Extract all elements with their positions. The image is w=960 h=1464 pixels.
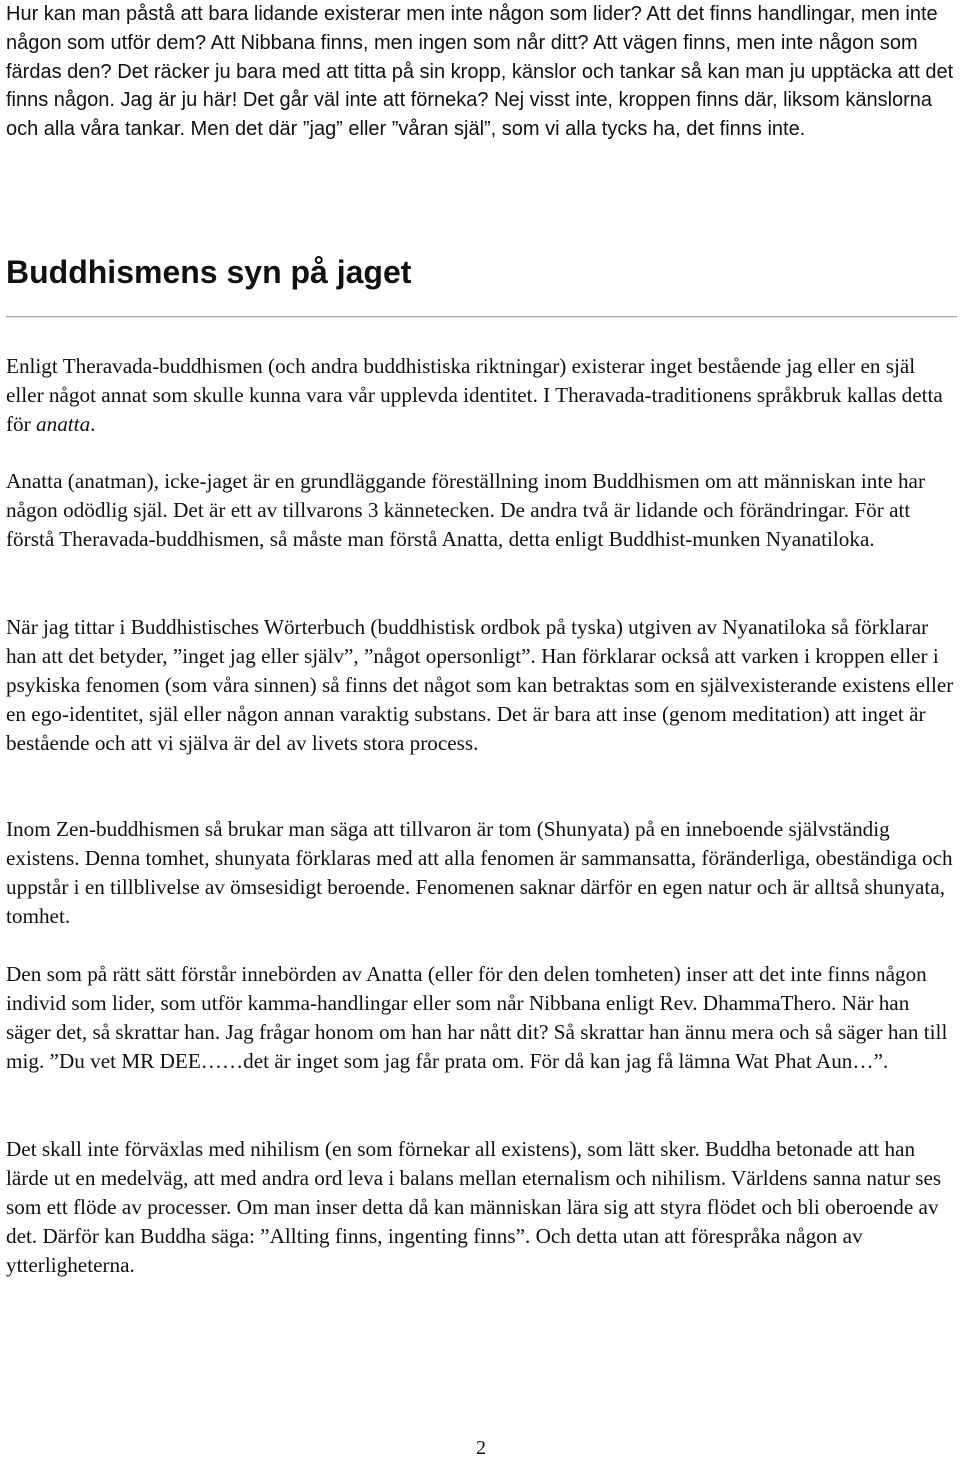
paragraph-anatta-explained: Anatta (anatman), icke-jaget är en grundläggande föreställning inom Buddhismen om att människan inte har någon odödlig själ. Det är ett av tillvarons 3 kännetecken. De andra två är lidande och förändringar. För att förstå Theravada-buddhismen, så måste man förstå Anatta, detta enligt Buddhist-munken Nyanatiloka.: [6, 469, 926, 551]
paragraph-text-end: .: [90, 412, 96, 436]
paragraph-text: Enligt Theravada-buddhismen (och andra buddhistiska riktningar) existerar inget bestående jag eller en själ eller något annat som skulle kunna vara vår upplevda identitet. I Theravada-traditionens språkbruk kallas detta för: [6, 354, 943, 436]
paragraph-zen-shunyata: Inom Zen-buddhismen så brukar man säga att tillvaron är tom (Shunyata) på en inneboende självständig existens. Denna tomhet, shunyata förklaras med att alla fenomen är sammansatta, föränderliga, obeständiga och uppstår i en tillblivelse av ömsesidigt beroende. Fenomenen saknar därför en egen natur och är alltså shunyata, tomhet.: [6, 817, 953, 928]
page-number-text: 2: [476, 1437, 486, 1459]
paragraph-dhammathero: Den som på rätt sätt förstår innebörden av Anatta (eller för den delen tomheten) inser att det inte finns någon individ som lider, som utför kamma-handlingar eller som når Nibbana enligt Rev. DhammaThero. När han säger det, så skrattar han. Jag frågar honom om han har nått dit? Så skrattar han ännu mera och så säger han till mig. ”Du vet MR DEE……det är inget som jag får prata om. För då kan jag få lämna Wat Phat Aun…”.: [6, 962, 948, 1073]
section-heading: Buddhismens syn på jaget: [6, 254, 412, 290]
intro-paragraph: Hur kan man påstå att bara lidande existerar men inte någon som lider? Att det finns handlingar, men inte någon som utför dem? Att Nibbana finns, men ingen som når ditt? Att vägen finns, men inte någon som färdas den? Det räcker ju bara med att titta på sin kropp, känslor och tankar så kan man ju upptäcka att det finns någon. Jag är ju här! Det går väl inte att förneka? Nej visst inte, kroppen finns där, liksom känslorna och alla våra tankar. Men det där ”jag” eller ”våran själ”, som vi alla tycks ha, det finns inte.: [6, 3, 954, 141]
paragraph-anatta-definition: [6, 352, 958, 439]
paragraph-dictionary: När jag tittar i Buddhistisches Wörterbuch (buddhistisk ordbok på tyska) utgiven av Nyanatiloka så förklarar han att det betyder, ”inget jag eller själv”, ”något opersonligt”. Han förklarar också att varken i kroppen eller i psykiska fenomen (som våra sinnen) så finns det något som kan betraktas som en självexisterande existens eller en ego-identitet, själ eller någon annan varaktig substans. Det är bara att inse (genom meditation) att inget är bestående och att vi själva är del av livets stora process.: [6, 615, 954, 755]
paragraph-nihilism: Det skall inte förväxlas med nihilism (en som förnekar all existens), som lätt sker. Buddha betonade att han lärde ut en medelväg, att med andra ord leva i balans mellan eternalism och nihilism. Världens sanna natur ses som ett flöde av processer. Om man inser detta då kan människan lära sig att styra flödet och bli oberoende av det. Därför kan Buddha säga: ”Allting finns, ingenting finns”. Och detta utan att förespråka någon av ytterligheterna.: [6, 1137, 942, 1277]
page-number: [0, 1436, 960, 1460]
italic-term-anatta: anatta: [36, 412, 91, 436]
heading-divider: [6, 316, 957, 318]
